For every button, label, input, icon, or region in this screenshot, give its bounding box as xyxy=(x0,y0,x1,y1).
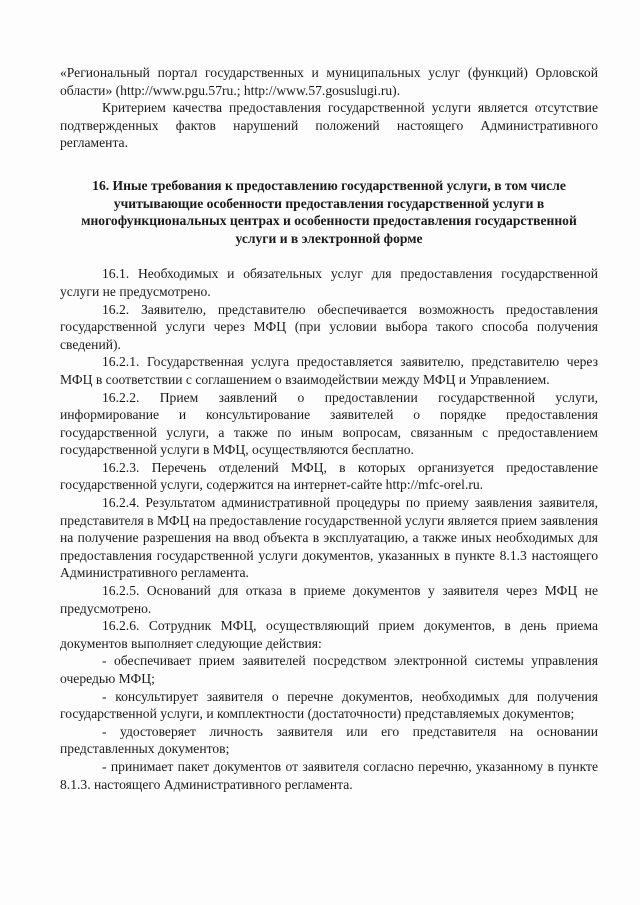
paragraph-16-2-5: 16.2.5. Оснований для отказа в приеме документов у заявителя через МФЦ не предусмотрено. xyxy=(60,583,598,616)
list-item-consult: - консультирует заявителя о перечне документов, необходимых для получения государственной услуги, и комплектности (достаточности) представляемых документов; xyxy=(60,688,598,722)
paragraph-16-2-6: 16.2.6. Сотрудник МФЦ, осуществляющий прием документов, в день приема документов выполняет следующие действия: xyxy=(60,618,598,651)
paragraph-16-2-3: 16.2.3. Перечень отделений МФЦ, в которых организуется предоставление государственной услуги, содержится на интернет-сайте http://mfc-orel.ru. xyxy=(60,459,598,493)
paragraph-16-1: 16.1. Необходимых и обязательных услуг для предоставления государственной услуги не предусмотрено. xyxy=(60,266,598,299)
paragraph-16-2: 16.2. Заявителю, представителю обеспечивается возможность предоставления государственной услуги через МФЦ (при условии выбора такого способа получения сведений). xyxy=(60,301,598,352)
paragraph-portal: «Региональный портал государственных и муниципальных услуг (функций) Орловской области» (http://www.pgu.57ru.; http://www.57.gosuslugi.ru). xyxy=(60,65,598,98)
list-item-queue: - обеспечивает прием заявителей посредством электронной системы управления очередью МФЦ; xyxy=(60,653,598,686)
section-heading-16: 16. Иные требования к предоставлению государственной услуги, в том числе учитывающие особенности предоставления государственной услуги в многофункциональных центрах и особенности предоставления государственной услуги и в электронной форме xyxy=(81,177,577,246)
paragraph-quality-criterion: Критерием качества предоставления государственной услуги является отсутствие подтвержденных фактов нарушений положений настоящего Административного регламента. xyxy=(60,100,598,151)
list-item-identity: - удостоверяет личность заявителя или его представителя на основании представленных документов; xyxy=(60,723,598,757)
paragraph-16-2-1: 16.2.1. Государственная услуга предоставляется заявителю, представителю через МФЦ в соответствии с соглашением о взаимодействии между МФЦ и Управлением. xyxy=(60,354,598,387)
paragraph-16-2-2: 16.2.2. Прием заявлений о предоставлении государственной услуги, информирование и консультирование заявителей о порядке предоставления государственной услуги, а также по иным вопросам, связанным с предоставлением государственной услуги в МФЦ, осуществляются бесплатно. xyxy=(60,389,598,458)
paragraph-16-2-4: 16.2.4. Результатом административной процедуры по приему заявления заявителя, представителя в МФЦ на предоставление государственной услуги является прием заявления на получение разрешения на ввод объекта в эксплуатацию, а также иных необходимых для предоставления государственной услуги документов, указанных в пункте 8.1.3 настоящего Административного регламента. xyxy=(60,495,598,581)
list-item-accept: - принимает пакет документов от заявителя согласно перечню, указанному в пункте 8.1.3. настоящего Административного регламента. xyxy=(60,758,598,792)
